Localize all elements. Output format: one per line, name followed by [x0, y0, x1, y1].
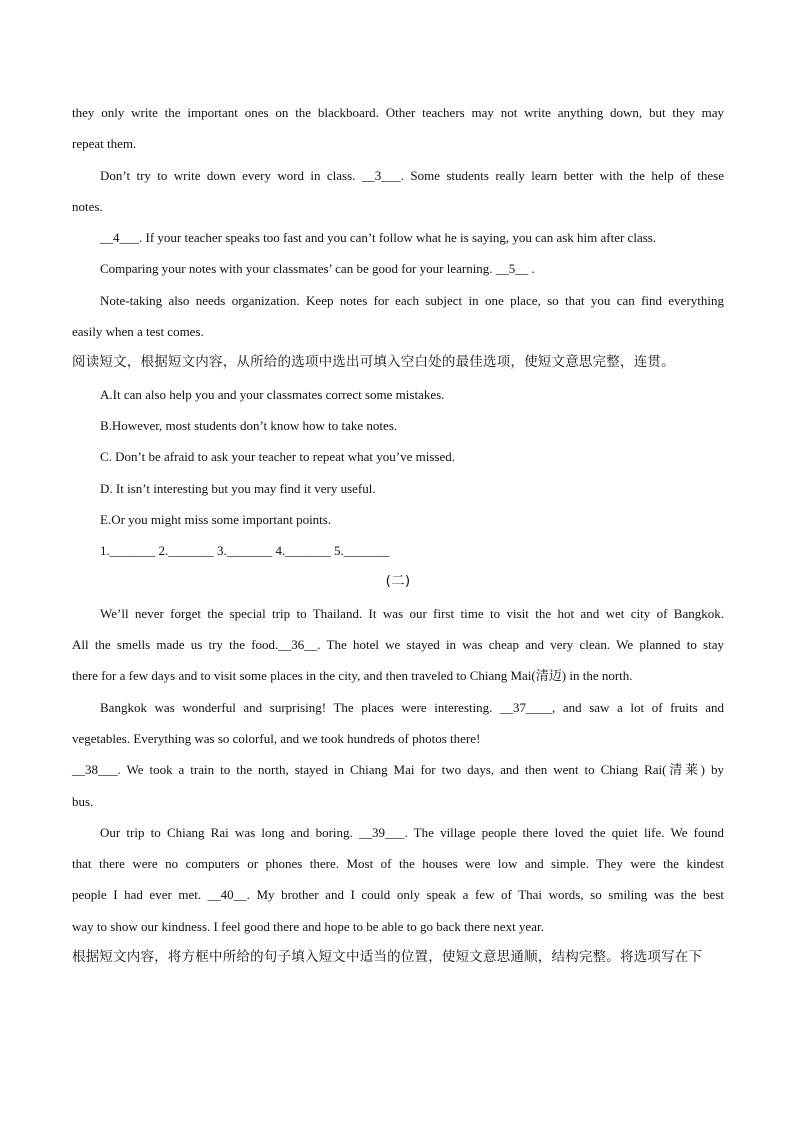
- instruction-text: 根据短文内容，将方框中所给的句子填入短文中适当的位置，使短文意思通顺，结构完整。将选项写在下: [72, 949, 703, 966]
- paragraph-line: vegetables. Everything was so colorful, and we took hundreds of photos there!: [72, 730, 481, 746]
- section-heading: (二): [385, 573, 411, 590]
- paragraph-line: that there were no computers or phones there. Most of the houses were low and simple. They were the kindest: [72, 856, 724, 872]
- document-page: [72, 97, 724, 973]
- option-b: B.However, most students don’t know how to take notes.: [100, 417, 398, 433]
- paragraph-line: they only write the important ones on the blackboard. Other teachers may not write anything down, but they may: [72, 105, 724, 120]
- option-d: D. It isn’t interesting but you may find it very useful.: [100, 480, 376, 496]
- answer-blanks: 1._______ 2._______ 3._______ 4._______ 5._______: [100, 543, 390, 559]
- instruction-text: 阅读短文，根据短文内容，从所给的选项中选出可填入空白处的最佳选项，使短文意思完整，连贯。: [72, 354, 675, 371]
- paragraph-line: Note-taking also needs organization. Keep notes for each subject in one place, so that you can find everything: [100, 292, 724, 308]
- option-e: E.Or you might miss some important points.: [100, 511, 332, 527]
- paragraph-line: people I had ever met. __40__. My brother and I could only speak a few of Thai words, so smiling was the best: [72, 887, 724, 903]
- paragraph-line: All the smells made us try the food.__36__. The hotel we stayed in was cheap and very clean. We planned to stay: [72, 637, 724, 653]
- option-a: A.It can also help you and your classmates correct some mistakes.: [100, 386, 445, 402]
- paragraph-line: Bangkok was wonderful and surprising! The places were interesting. __37____, and saw a lot of fruits and: [100, 699, 724, 715]
- paragraph-line: __38___. We took a train to the north, stayed in Chiang Mai for two days, and then went to Chiang Rai(清莱) by: [72, 762, 724, 778]
- option-c: C. Don’t be afraid to ask your teacher to repeat what you’ve missed.: [100, 449, 455, 465]
- paragraph-line: there for a few days and to visit some places in the city, and then traveled to Chiang Mai(清迈) in the north.: [72, 668, 633, 684]
- paragraph-line: We’ll never forget the special trip to Thailand. It was our first time to visit the hot and wet city of Bangkok.: [100, 605, 724, 621]
- paragraph-line: Don’t try to write down every word in class. __3___. Some students really learn better with the help of these: [100, 167, 724, 183]
- paragraph-line: Comparing your notes with your classmates’ can be good for your learning. __5__ .: [100, 261, 535, 277]
- paragraph-line: repeat them.: [72, 136, 137, 152]
- paragraph-line: Our trip to Chiang Rai was long and boring. __39___. The village people there loved the quiet life. We found: [100, 824, 724, 840]
- paragraph-line: bus.: [72, 793, 94, 809]
- paragraph-line: notes.: [72, 198, 103, 214]
- paragraph-line: way to show our kindness. I feel good there and hope to be able to go back there next year.: [72, 918, 544, 934]
- paragraph-line: __4___. If your teacher speaks too fast and you can’t follow what he is saying, you can ask him after class.: [100, 230, 657, 246]
- paragraph-line: easily when a test comes.: [72, 324, 204, 340]
